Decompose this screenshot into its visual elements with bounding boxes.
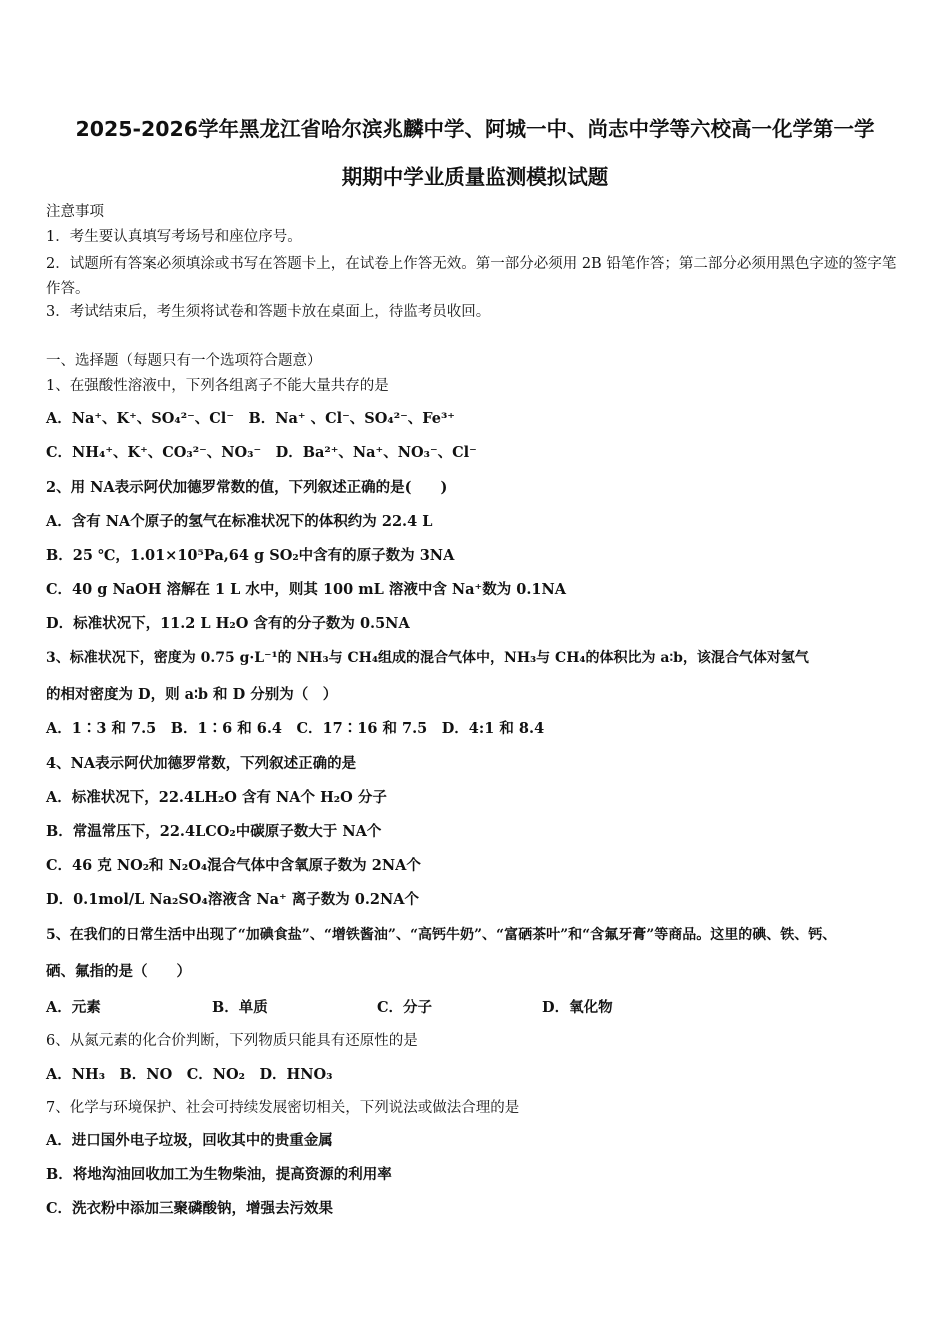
- q4-option-c: C．46 克 NO₂和 N₂O₄混合气体中含氧原子数为 2NA个: [46, 857, 421, 874]
- q2-option-c: C．40 g NaOH 溶解在 1 L 水中，则其 100 mL 溶液中含 Na⁺数为 0.1NA: [46, 581, 566, 598]
- q6-stem: 6、从氮元素的化合价判断，下列物质只能具有还原性的是: [46, 1033, 418, 1049]
- q5-option-c: C．分子: [377, 999, 433, 1016]
- q7-option-a: A．进口国外电子垃圾，回收其中的贵重金属: [46, 1132, 333, 1149]
- exam-title-line-1: 2025-2026学年黑龙江省哈尔滨兆麟中学、阿城一中、尚志中学等六校高一化学第一学: [75, 117, 875, 141]
- notice-item-2: 2．试题所有答案必须填涂或书写在答题卡上，在试卷上作答无效。第一部分必须用 2B 铅笔作答；第二部分必须用黑色字迹的签字笔作答。: [46, 256, 897, 297]
- q3-options: A．1∶3 和 7.5 B．1∶6 和 6.4 C．17∶16 和 7.5 D．4:1 和 8.4: [46, 720, 545, 737]
- q4-option-b: B．常温常压下，22.4LCO₂中碳原子数大于 NA个: [46, 823, 382, 840]
- q7-option-c: C．洗衣粉中添加三聚磷酸钠，增强去污效果: [46, 1200, 334, 1217]
- q1-options-cd: C．NH₄⁺、K⁺、CO₃²⁻、NO₃⁻ D．Ba²⁺、Na⁺、NO₃⁻、Cl⁻: [46, 444, 477, 461]
- q5-option-d: D．氧化物: [542, 999, 613, 1016]
- q2-option-b: B．25 ℃，1.01×10⁵Pa,64 g SO₂中含有的原子数为 3NA: [46, 547, 455, 564]
- notice-item-1: 1．考生要认真填写考场号和座位序号。: [46, 229, 302, 245]
- section-heading: 一、选择题（每题只有一个选项符合题意）: [46, 353, 322, 369]
- q7-stem: 7、化学与环境保护、社会可持续发展密切相关，下列说法或做法合理的是: [46, 1100, 520, 1116]
- q7-option-b: B．将地沟油回收加工为生物柴油，提高资源的利用率: [46, 1166, 392, 1183]
- q3-stem-line-2: 的相对密度为 D，则 a∶b 和 D 分别为（ ）: [46, 686, 338, 703]
- q5-stem-line-2: 硒、氟指的是（ ）: [46, 963, 191, 980]
- q5-option-b: B．单质: [212, 999, 268, 1016]
- q3-stem-line-1: 3、标准状况下，密度为 0.75 g·L⁻¹的 NH₃与 CH₄组成的混合气体中，NH₃与 CH₄的体积比为 a∶b，该混合气体对氢气: [46, 650, 809, 666]
- q4-stem: 4、NA表示阿伏加德罗常数，下列叙述正确的是: [46, 755, 357, 772]
- q6-options: A．NH₃ B．NO C．NO₂ D．HNO₃: [46, 1066, 333, 1083]
- q1-stem: 1、在强酸性溶液中，下列各组离子不能大量共存的是: [46, 378, 389, 394]
- q5-option-a: A．元素: [46, 999, 101, 1016]
- q4-option-a: A．标准状况下，22.4LH₂O 含有 NA个 H₂O 分子: [46, 789, 387, 806]
- q4-option-d: D．0.1mol/L Na₂SO₄溶液含 Na⁺ 离子数为 0.2NA个: [46, 891, 419, 908]
- q1-options-ab: A．Na⁺、K⁺、SO₄²⁻、Cl⁻ B．Na⁺ 、Cl⁻、SO₄²⁻、Fe³⁺: [46, 410, 455, 427]
- q2-option-d: D．标准状况下，11.2 L H₂O 含有的分子数为 0.5NA: [46, 615, 410, 632]
- notice-heading: 注意事项: [46, 204, 104, 220]
- q2-stem: 2、用 NA表示阿伏加德罗常数的值，下列叙述正确的是( ): [46, 479, 448, 496]
- q5-stem-line-1: 5、在我们的日常生活中出现了“加碘食盐”、“增铁酱油”、“高钙牛奶”、“富硒茶叶”和“含氟牙膏”等商品。这里的碘、铁、钙、: [46, 927, 837, 943]
- exam-title-line-2: 期期中学业质量监测模拟试题: [341, 165, 609, 189]
- q2-option-a: A．含有 NA个原子的氢气在标准状况下的体积约为 22.4 L: [46, 513, 433, 530]
- notice-item-3: 3．考试结束后，考生须将试卷和答题卡放在桌面上，待监考员收回。: [46, 304, 491, 320]
